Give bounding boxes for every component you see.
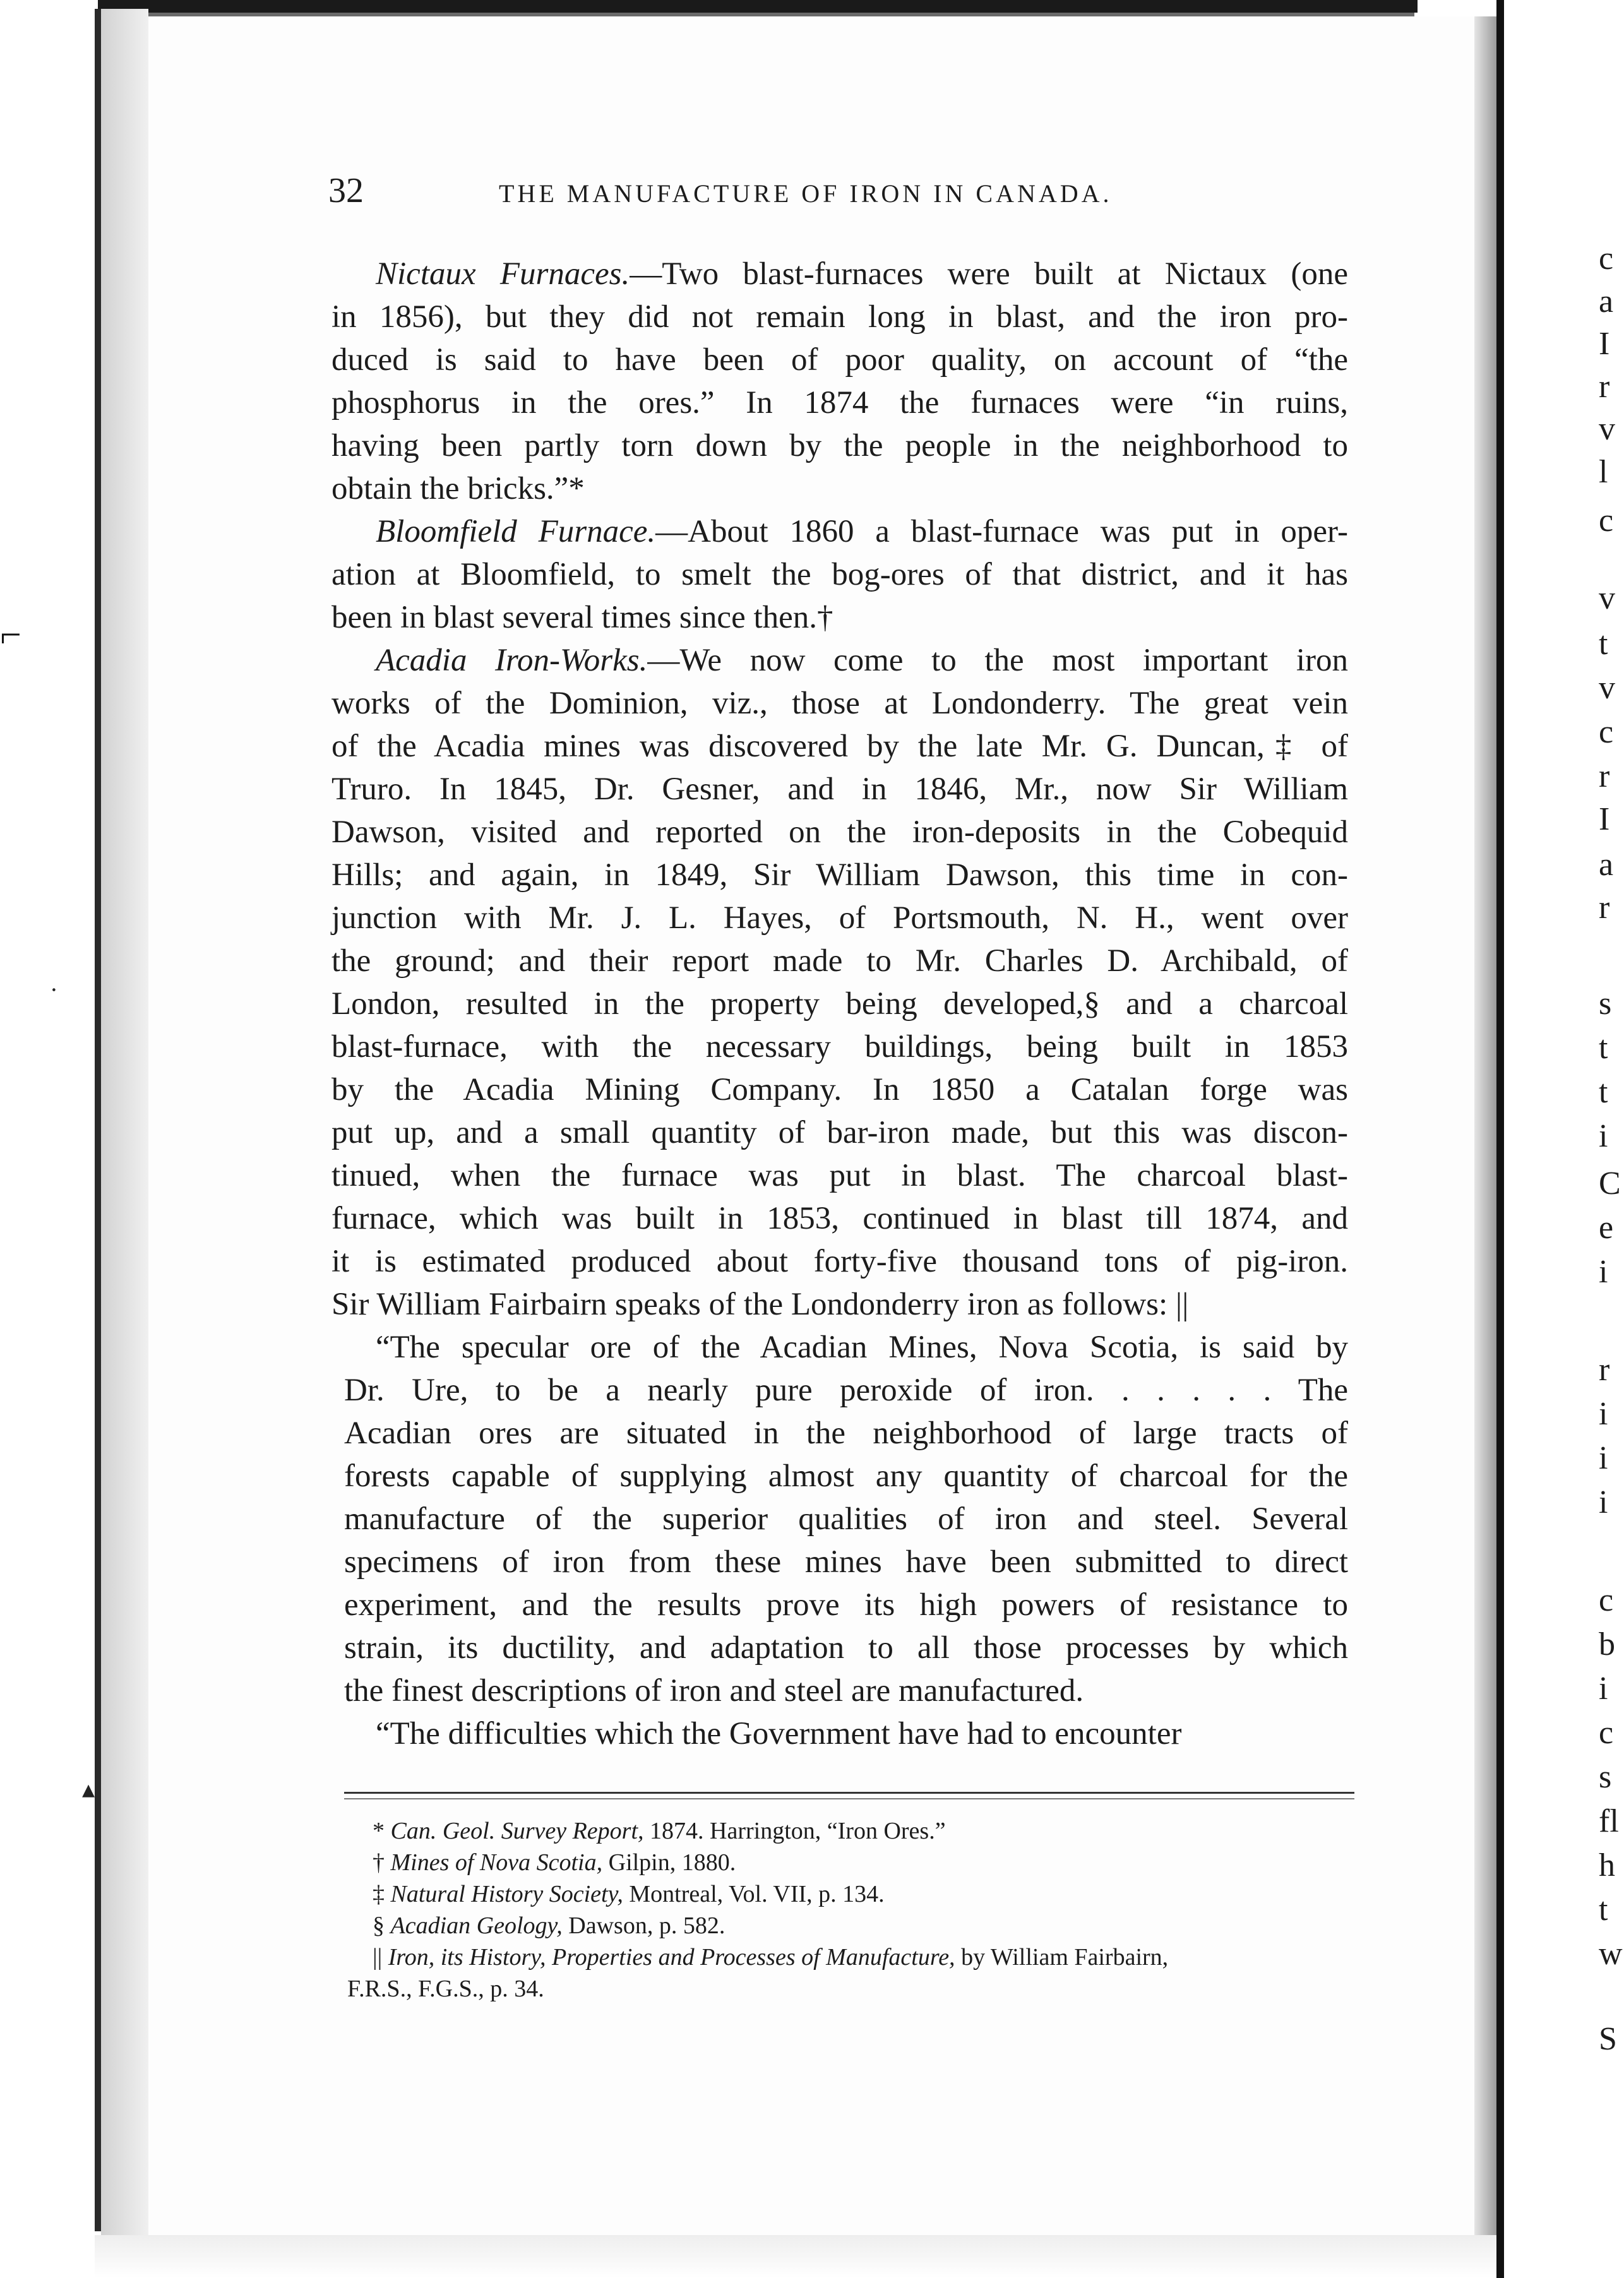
line-text: strain, its ductility, and adaptation to all those processes by which [344,1630,1348,1666]
facing-page-fragment: t [1599,1892,1608,1928]
text-line [331,1111,1348,1154]
line-text: been in blast several times since then.† [331,600,833,635]
text-line [331,467,1348,510]
line-text: experiment, and the results prove its high powers of resistance to [344,1587,1348,1623]
text-line [331,1541,1348,1583]
footnote [347,1878,1364,1910]
facing-page-fragment: c [1599,1715,1614,1751]
footnote-title: Acadian Geology, [390,1912,563,1939]
footnote-rule-thin [344,1798,1354,1799]
facing-page-fragment: C [1599,1166,1621,1202]
text-line [331,1369,1348,1412]
facing-page-fragment: a [1599,847,1614,883]
text-line [331,553,1348,596]
footnote-mark: || [373,1944,383,1971]
facing-page-fragment: r [1599,890,1610,926]
scan-left-edge [95,9,101,2231]
text-line [331,982,1348,1025]
text-line [331,1025,1348,1068]
page-separator [1496,0,1504,2278]
facing-page-fragment: v [1599,580,1615,616]
line-text: works of the Dominion, viz., those at Londonderry. The great vein [331,686,1348,721]
facing-page-fragment: r [1599,369,1610,405]
facing-page-fragment: t [1599,626,1608,662]
text-line [331,510,1348,553]
section-heading: Acadia Iron-Works. [376,643,648,678]
line-text: tinued, when the furnace was put in blast. The charcoal blast- [331,1158,1348,1193]
scan-artifact-arrow: ⌐ [0,614,21,655]
text-line [331,939,1348,982]
facing-page-fragment: i [1599,1254,1608,1290]
page-binding-shadow [1474,16,1496,2251]
line-text: duced is said to have been of poor quality, on account of “the [331,342,1348,378]
line-text: phosphorus in the ores.” In 1874 the furnaces were “in ruins, [331,385,1348,420]
text-line [331,1068,1348,1111]
footnote-mark: * [373,1818,385,1844]
footnotes [347,1815,1364,2005]
text-line [331,1712,1348,1755]
facing-page-fragment: t [1599,1030,1608,1066]
facing-page-fragment: t [1599,1074,1608,1110]
facing-page-fragment: I [1599,801,1610,837]
running-title: THE MANUFACTURE OF IRON IN CANADA. [499,179,1113,208]
text-line [331,854,1348,897]
text-line [331,897,1348,939]
text-line [331,725,1348,768]
line-text: “The specular ore of the Acadian Mines, Nova Scotia, is said by [376,1330,1348,1365]
paragraph [331,1326,1348,1712]
footnote-text: F.R.S., F.G.S., p. 34. [347,1976,544,2002]
footnote-text: Dawson, p. 582. [562,1912,725,1939]
text-line [331,1326,1348,1369]
text-line [331,295,1348,338]
footnote-text: 1874. Harrington, “Iron Ores.” [643,1818,946,1844]
line-text: of the Acadia mines was discovered by the late Mr. G. Duncan,‡ of [331,729,1348,764]
paragraph [331,1712,1348,1755]
text-line [331,1412,1348,1455]
facing-page-fragment: s [1599,1759,1612,1795]
text-line [331,253,1348,295]
line-text: it is estimated produced about forty-five thousand tons of pig-iron. [331,1244,1348,1279]
facing-page-fragment: l [1599,454,1608,490]
text-line [331,596,1348,639]
facing-page-fragment: h [1599,1847,1615,1883]
facing-page-fragment: r [1599,1352,1610,1388]
footnote-title: Can. Geol. Survey Report, [390,1818,644,1844]
facing-page-fragment: a [1599,283,1614,319]
footnote-mark: † [373,1849,385,1876]
footnote-text: Montreal, Vol. VII, p. 134. [623,1881,885,1907]
text-line [331,1283,1348,1326]
line-text: —About 1860 a blast-furnace was put in oper- [655,514,1348,549]
line-text: Acadian ores are situated in the neighborhood of large tracts of [344,1416,1348,1451]
footnote [347,1973,1364,2005]
facing-page-fragment: fl [1599,1803,1619,1839]
footnote-text: by William Fairbairn, [955,1944,1169,1971]
footnote [347,1910,1364,1941]
line-text: Sir William Fairbairn speaks of the Londonderry iron as follows: || [331,1287,1189,1322]
line-text: blast-furnace, with the necessary buildings, being built in 1853 [331,1029,1348,1064]
text-line [331,1455,1348,1498]
line-text: Truro. In 1845, Dr. Gesner, and in 1846, Mr., now Sir William [331,772,1348,807]
scan-artifact-dot: ▴ [82,1775,95,1803]
line-text: Dawson, visited and reported on the iron-deposits in the Cobequid [331,814,1348,850]
line-text: —We now come to the most important iron [647,643,1349,678]
line-text: by the Acadia Mining Company. In 1850 a Catalan forge was [331,1072,1348,1107]
line-text: the ground; and their report made to Mr. Charles D. Archibald, of [331,943,1348,979]
text-line [331,1626,1348,1669]
footnote-title: Natural History Society, [390,1881,623,1907]
facing-page-fragment: i [1599,1484,1608,1520]
line-text: in 1856), but they did not remain long in blast, and the iron pro- [331,299,1348,335]
text-line [331,1498,1348,1541]
facing-page-fragment: s [1599,986,1612,1022]
facing-page-fragment: v [1599,411,1615,447]
line-text: ation at Bloomfield, to smelt the bog-ores of that district, and it has [331,557,1348,592]
footnote-mark: ‡ [373,1881,385,1907]
facing-page-fragment: b [1599,1626,1615,1662]
facing-page-fragment: i [1599,1396,1608,1432]
line-text: the finest descriptions of iron and steel are manufactured. [344,1673,1084,1708]
footnote-rule [344,1792,1354,1794]
footnote-title: Mines of Nova Scotia, [390,1849,603,1876]
text-line [331,768,1348,811]
footnote [347,1847,1364,1878]
scan-bottom-margin [95,2235,1496,2278]
text-line [331,682,1348,725]
page-gutter [101,9,148,2238]
running-head [328,170,1364,211]
line-text: London, resulted in the property being developed,§ and a charcoal [331,986,1348,1022]
text-line [331,424,1348,467]
text-line [331,1669,1348,1712]
line-text: junction with Mr. J. L. Hayes, of Portsmouth, N. H., went over [331,900,1348,936]
text-line [331,338,1348,381]
line-text: put up, and a small quantity of bar-iron made, but this was discon- [331,1115,1348,1150]
line-text: manufacture of the superior qualities of iron and steel. Several [344,1501,1348,1537]
line-text: —Two blast-furnaces were built at Nictaux (one [630,256,1348,292]
facing-page-fragment: I [1599,326,1610,362]
scan-top-edge [98,0,1418,13]
footnote-mark: § [373,1912,385,1939]
facing-page-fragment: i [1599,1671,1608,1707]
line-text: having been partly torn down by the people in the neighborhood to [331,428,1348,463]
text-line [331,1197,1348,1240]
facing-page-fragment: c [1599,714,1614,750]
facing-page-fragment: c [1599,1582,1614,1618]
text-line [331,1583,1348,1626]
footnote [347,1941,1364,1973]
facing-page-fragment: i [1599,1118,1608,1154]
line-text: specimens of iron from these mines have been submitted to direct [344,1544,1348,1580]
text-line [331,1240,1348,1283]
footnote [347,1815,1364,1847]
footnote-title: Iron, its History, Properties and Processes of Manufacture, [388,1944,955,1971]
text-line [331,1154,1348,1197]
paragraph [331,510,1348,639]
line-text: Hills; and again, in 1849, Sir William Dawson, this time in con- [331,857,1348,893]
text-line [331,811,1348,854]
facing-page-fragment: w [1599,1936,1623,1972]
page-number: 32 [328,171,364,210]
facing-page-fragment: r [1599,758,1610,794]
footnote-text: Gilpin, 1880. [602,1849,736,1876]
facing-page-fragment: c [1599,503,1614,539]
line-text: forests capable of supplying almost any quantity of charcoal for the [344,1458,1348,1494]
facing-page-fragment: i [1599,1440,1608,1476]
section-heading: Nictaux Furnaces. [376,256,630,292]
paragraph [331,253,1348,510]
scan-artifact-mark: ˙ [49,982,59,1013]
line-text: “The difficulties which the Government have had to encounter [376,1716,1182,1751]
facing-page-fragment: S [1599,2021,1617,2057]
section-heading: Bloomfield Furnace. [376,514,656,549]
text-line [331,639,1348,682]
body-text [331,253,1348,1755]
line-text: obtain the bricks.”* [331,471,585,506]
text-line [331,381,1348,424]
facing-page-fragment: e [1599,1210,1614,1246]
line-text: Dr. Ure, to be a nearly pure peroxide of iron. . . . . . The [344,1373,1348,1408]
line-text: furnace, which was built in 1853, continued in blast till 1874, and [331,1201,1348,1236]
facing-page-fragment: v [1599,670,1615,706]
facing-page-fragment: c [1599,241,1614,277]
paragraph [331,639,1348,1326]
